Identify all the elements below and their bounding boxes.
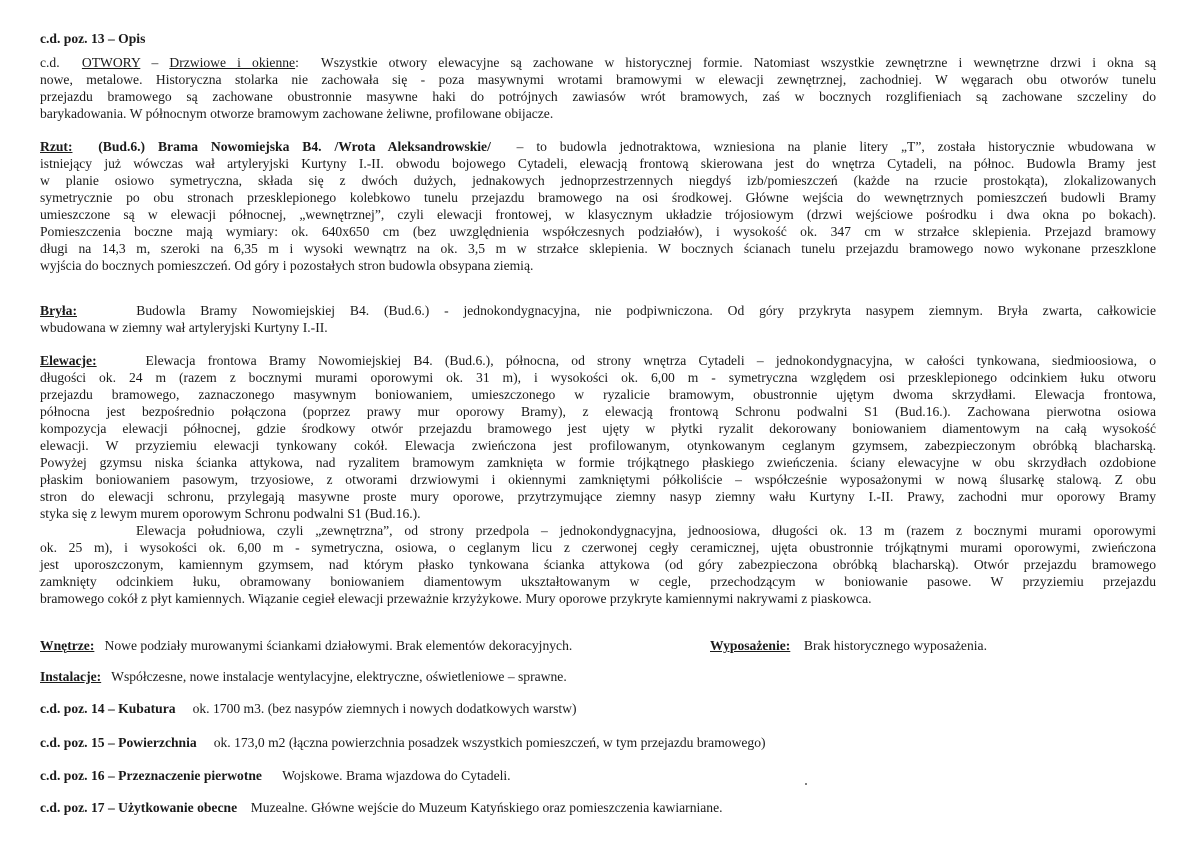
rzut-line-7: długi na 14,3 m, szeroki na 6,35 m i wysoki wewnątrz na ok. 3,5 m w strzałce sklepienia. W bocznych ścianach tunelu przejazdu bramowego nowo wykonane przeszklone xyxy=(40,241,1156,256)
poz16-text: Wojskowe. Brama wjazdowa do Cytadeli. xyxy=(282,768,511,783)
instalacje-line xyxy=(40,668,567,685)
bryla-label: Bryła: xyxy=(40,303,77,318)
poz17-text: Muzealne. Główne wejście do Muzeum Katyńskiego oraz pomieszczenia kawiarniane. xyxy=(250,800,723,815)
elewacje-line-9: stron do elewacji schronu, przylegają masywne proste mury oporowe, przytrzymujące ziemny nasyp ziemny wału Kurtyny I.-II. Prawy, zachodni mur oporowy Bramy xyxy=(40,489,1156,504)
poz15-text: ok. 173,0 m2 (łączna powierzchnia posadzek wszystkich pomieszczeń, w tym przejazdu bramowego) xyxy=(213,735,766,750)
poz16-line xyxy=(40,767,511,784)
rzut-line-5: umieszczone są w elewacji północnej, „wewnętrznej”, czyli elewacji frontowej, w klasycznym układzie trójosiowym (drzwi wejściowe pośrodku i dwa okna po bokach). xyxy=(40,207,1156,222)
wyposazenie-line xyxy=(710,637,987,654)
elewacje-south-line-5: bramowego cokół z płyt kamiennych. Wiązanie cegieł elewacji przeważnie krzyżykowe. Mury oporowe przykryte kamiennymi nakrywami z piaskowca. xyxy=(40,591,872,606)
poz14-line xyxy=(40,700,577,717)
wnetrze-label: Wnętrze: xyxy=(40,638,95,653)
drzwiowe-label: Drzwiowe i okienne xyxy=(169,55,296,70)
wnetrze-line xyxy=(40,637,572,654)
rzut-text: – to budowla jednotraktowa, wzniesiona na planie litery „T”, została historycznie wbudowana w xyxy=(516,139,1156,154)
poz17-line xyxy=(40,799,723,816)
elewacje-line-5: kompozycja elewacji północnej, gdzie środkowy otwór przejazdu bramowego jest ujęty w płytki ryzalit dekorowany boniowaniem diamentowym na całą wysokość xyxy=(40,421,1156,436)
elewacje-line-4: północna jest bezpośrednio połączona (poprzez prawy mur oporowy Bramy), z elewacją frontową Schronu podwalni S1 (Bud.16.). Zachowana pierwotna osiowa xyxy=(40,404,1156,419)
otwory-line-3: przejazdu bramowego są zachowane obustronnie masywne haki do potrójnych zawiasów wrót bramowych, zaś w bocznych rozglifieniach są zachowane szczeliny do xyxy=(40,89,1156,104)
elewacje-south-line-3: jest uporoszczonym, kamiennym gzymsem, nad którym płasko tynkowana ścianka attykowa (od góry zabezpieczona obróbką blacharską). Otwór przejazdu bramowego xyxy=(40,557,1156,572)
bryla-line-2: wbudowana w ziemny wał artyleryjski Kurtyny I.-II. xyxy=(40,320,328,335)
otwory-line-2: nowe, metalowe. Historyczna stolarka nie zachowała się - poza masywnymi wrotami bramowymi w elewacji zewnętrznej, zachodniej. W węgarach obu otworów tunelu xyxy=(40,72,1156,87)
elewacje-south-line-1: Elewacja południowa, czyli „zewnętrzna”, od strony przedpola – jednokondygnacyjna, jednoosiowa, długości ok. 13 m (razem z bocznymi murami oporowymi xyxy=(136,523,1156,538)
rzut-line-3: w planie osiowo symetryczna, składa się z dwóch dużych, jednakowych jednoprzestrzennych niegdyś izb/pomieszczeń (każde na rzucie prostokąta), zlokalizowanych xyxy=(40,173,1156,188)
wyposazenie-text: Brak historycznego wyposażenia. xyxy=(803,638,987,653)
poz14-label: c.d. poz. 14 – Kubatura xyxy=(40,701,176,716)
elewacje-line-8: płaskim boniowaniem pasowym, trzyosiowe, z otworami drzwiowymi i okiennymi zamkniętymi półkoliście – współcześnie wyposażonymi w nową ślusarkę stalową. Z obu xyxy=(40,472,1156,487)
elewacje-line-3: przejazdu bramowego, zaznaczonego masywnym boniowaniem, umieszczonego w ryzalicie bramowym, obustronnie ujętym dwoma skrzydłami. Elewacja frontowa, xyxy=(40,387,1156,402)
otwory-text: Wszystkie otwory elewacyjne są zachowane w historycznej formie. Natomiast wszystkie zewnętrzne i wewnętrzne drzwi i okna są xyxy=(320,55,1157,70)
wyposazenie-label: Wyposażenie: xyxy=(710,638,791,653)
otwory-label: OTWORY xyxy=(81,55,141,70)
otwory-line-1 xyxy=(40,54,1156,71)
elewacje-line-6: elewacji. W przyziemiu elewacji tynkowany cokół. Elewacja zwieńczona jest profilowanym, otynkowanym ceglanym gzymsem, zabezpieczonym obróbką blacharską. xyxy=(40,438,1156,453)
bryla-line-1 xyxy=(40,302,1156,319)
colon: : xyxy=(295,55,299,70)
poz15-label: c.d. poz. 15 – Powierzchnia xyxy=(40,735,197,750)
elewacje-line-10: styka się z lewym murem oporowym Schronu podwalni S1 (Bud.16.). xyxy=(40,506,421,521)
rzut-line-2: istniejący już wówczas wał artyleryjski Kurtyny I.-II. obwodu bojowego Cytadeli, elewacją frontową skierowana jest do wnętrza Cytadeli, na północ. Budowla Bramy jest xyxy=(40,156,1156,171)
elewacje-label: Elewacje: xyxy=(40,353,97,368)
rzut-line-6: Pomieszczenia boczne mają wymiary: ok. 640x650 cm (bez uwzględnienia współczesnych podziałów), i wysokość ok. 347 cm w strzałce sklepienia. Przejazd bramowy xyxy=(40,224,1156,239)
otwory-prefix: c.d. xyxy=(40,55,60,70)
bryla-text: Budowla Bramy Nowomiejskiej B4. (Bud.6.) - jednokondygnacyjna, nie podpiwniczona. Od góry przykryta nasypem ziemnym. Bryła zwarta, całkowicie xyxy=(136,303,1156,318)
dash: – xyxy=(151,55,159,70)
elewacje-line-2: długości ok. 24 m (razem z bocznymi murami oporowymi ok. 31 m), i wysokości ok. 6,00 m - symetryczna względem osi przesklepionego odcinkiem łuku otworu xyxy=(40,370,1156,385)
scan-speck xyxy=(805,783,807,785)
poz15-line xyxy=(40,734,766,751)
rzut-title: (Bud.6.) Brama Nowomiejska B4. /Wrota Aleksandrowskie/ xyxy=(98,139,491,154)
elewacje-line-1 xyxy=(40,352,1156,369)
wnetrze-text: Nowe podziały murowanymi ściankami działowymi. Brak elementów dekoracyjnych. xyxy=(104,638,573,653)
poz14-text: ok. 1700 m3. (bez nasypów ziemnych i nowych dodatkowych warstw) xyxy=(192,701,577,716)
elewacje-text: Elewacja frontowa Bramy Nowomiejskiej B4. (Bud.6.), północna, od strony wnętrza Cytadeli – jednokondygnacyjna, w całości tynkowana, siedmioosiowa, o xyxy=(145,353,1156,368)
rzut-line-8: wyjścia do bocznych pomieszczeń. Od góry i pozostałych stron budowla obsypana ziemią. xyxy=(40,258,534,273)
otwory-line-4: barykadowania. W północnym otworze bramowym zachowane żeliwne, profilowane obijacze. xyxy=(40,106,554,121)
elewacje-south-line-2: ok. 25 m), i wysokości ok. 6,00 m - symetryczna, osiowa, o ceglanym licu z czerwonej cegły ceramicznej, ujęta obustronnie trójkątnymi murami oporowymi, zwieńczona xyxy=(40,540,1156,555)
instalacje-text: Współczesne, nowe instalacje wentylacyjne, elektryczne, oświetleniowe – sprawne. xyxy=(111,669,567,684)
instalacje-label: Instalacje: xyxy=(40,669,102,684)
rzut-label: Rzut: xyxy=(40,139,73,154)
rzut-line-4: symetrycznie po obu stronach przesklepionego kolebkowo tunelu przejazdu bramowego na osi środkowej. Główne wejścia do wewnętrznych pomieszczeń budowli Bramy xyxy=(40,190,1156,205)
section-heading: c.d. poz. 13 – Opis xyxy=(40,31,146,46)
poz16-label: c.d. poz. 16 – Przeznaczenie pierwotne xyxy=(40,768,262,783)
elewacje-line-7: Powyżej gzymsu niska ścianka attykowa, nad ryzalitem bramowym zamknięta w formie trójkątnego płaskiego zwieńczenia. ściany elewacyjne w obu skrzydłach ozdobione xyxy=(40,455,1156,470)
rzut-line-1 xyxy=(40,138,1156,155)
elewacje-south-line-4: zamknięty odcinkiem łuku, obramowany boniowaniem diamentowym ukształtowanym w cegle, przechodzącym w boniowanie pasowe. W przyziemiu przejazdu xyxy=(40,574,1156,589)
poz17-label: c.d. poz. 17 – Użytkowanie obecne xyxy=(40,800,238,815)
